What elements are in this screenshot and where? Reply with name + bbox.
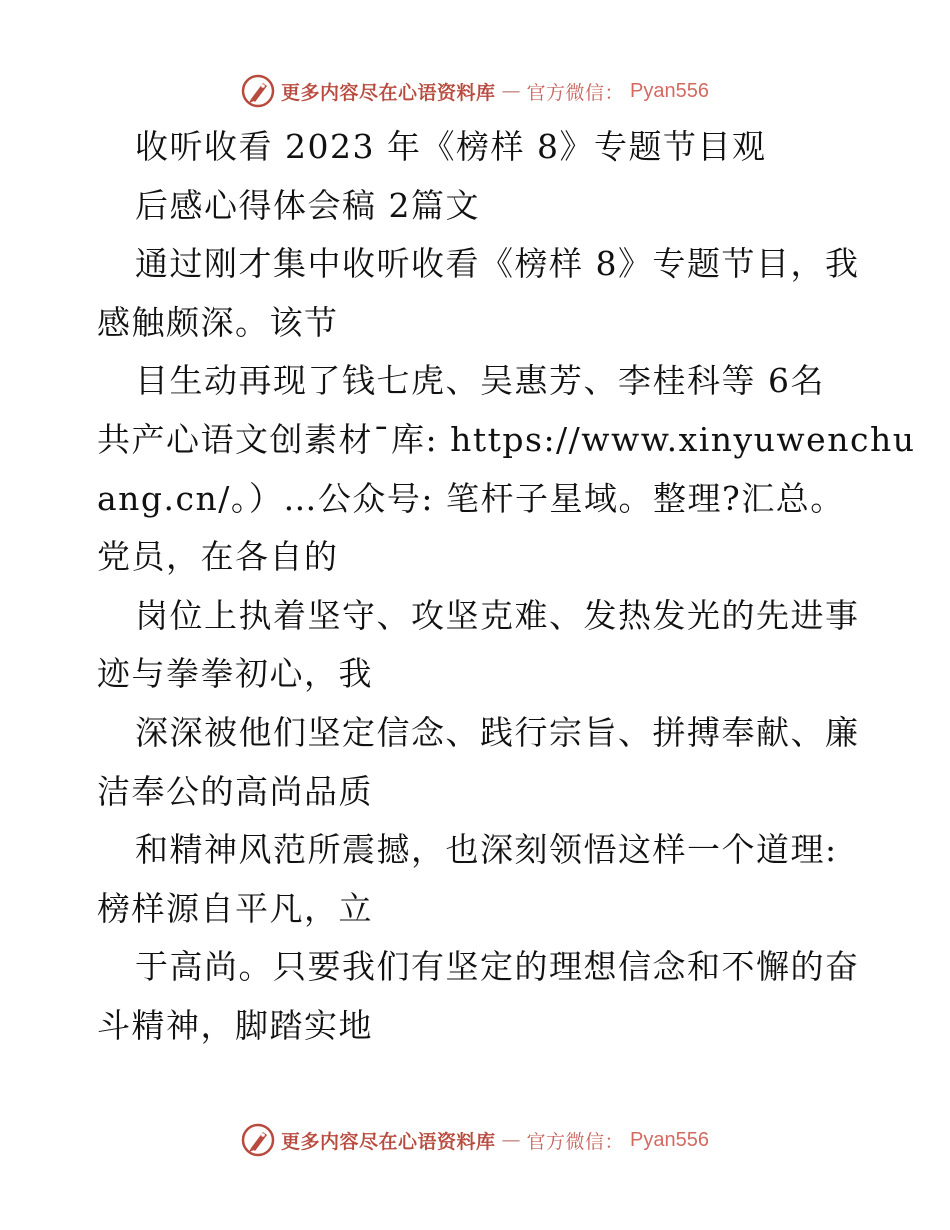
paragraph-line: 深深被他们坚定信念、践行宗旨、拼搏奉献、廉 — [135, 712, 860, 752]
header-watermark — [0, 71, 950, 111]
paragraph-line: 通过刚才集中收听收看《榜样 8》专题节目，我 — [135, 244, 860, 284]
watermark-separator: — — [501, 1129, 521, 1151]
watermark-separator: — — [501, 80, 521, 102]
footer-watermark — [0, 1120, 950, 1160]
paragraph-line: 于高尚。只要我们有坚定的理想信念和不懈的奋 — [135, 947, 860, 987]
paragraph-line: 目生动再现了钱七虎、吴惠芳、李桂科等 6名 — [135, 361, 825, 401]
paragraph-line: 和精神风范所震撼，也深刻领悟这样一个道理: — [135, 830, 838, 870]
paragraph-line: 共产心语文创素材¯库: https://www.xinyuwenchu — [97, 419, 916, 459]
title-line-1: 收听收看 2023 年《榜样 8》专题节目观 — [135, 127, 767, 166]
paragraph-line: 党员，在各自的 — [97, 537, 339, 577]
paragraph-line: ang.cn/。）…公众号: 笔杆子星域。整理?汇总。 — [97, 478, 845, 518]
watermark-wechat-label: 官方微信： — [526, 81, 625, 104]
watermark-brand-text: 更多内容尽在心语资料库 — [281, 81, 496, 104]
watermark-brand-text: 更多内容尽在心语资料库 — [281, 1130, 496, 1153]
watermark-wechat-id: Pyan556 — [630, 1128, 709, 1151]
paragraph-line: 岗位上执着坚守、攻坚克难、发热发光的先进事 — [135, 595, 860, 635]
watermark-wechat-label: 官方微信： — [526, 1130, 625, 1153]
pen-nib-logo-icon — [241, 1123, 275, 1157]
title-line-2: 后感心得体会稿 2篇文 — [135, 185, 480, 225]
paragraph-line: 感触颇深。该节 — [97, 302, 339, 342]
paragraph-line: 迹与拳拳初心，我 — [97, 654, 373, 694]
paragraph-line: 洁奉公的高尚品质 — [97, 771, 373, 811]
pen-nib-logo-icon — [241, 74, 275, 108]
paragraph-line: 斗精神，脚踏实地 — [97, 1005, 373, 1045]
paragraph-line: 榜样源自平凡，立 — [97, 888, 373, 928]
watermark-wechat-id: Pyan556 — [630, 79, 709, 102]
document-body — [97, 118, 916, 1056]
